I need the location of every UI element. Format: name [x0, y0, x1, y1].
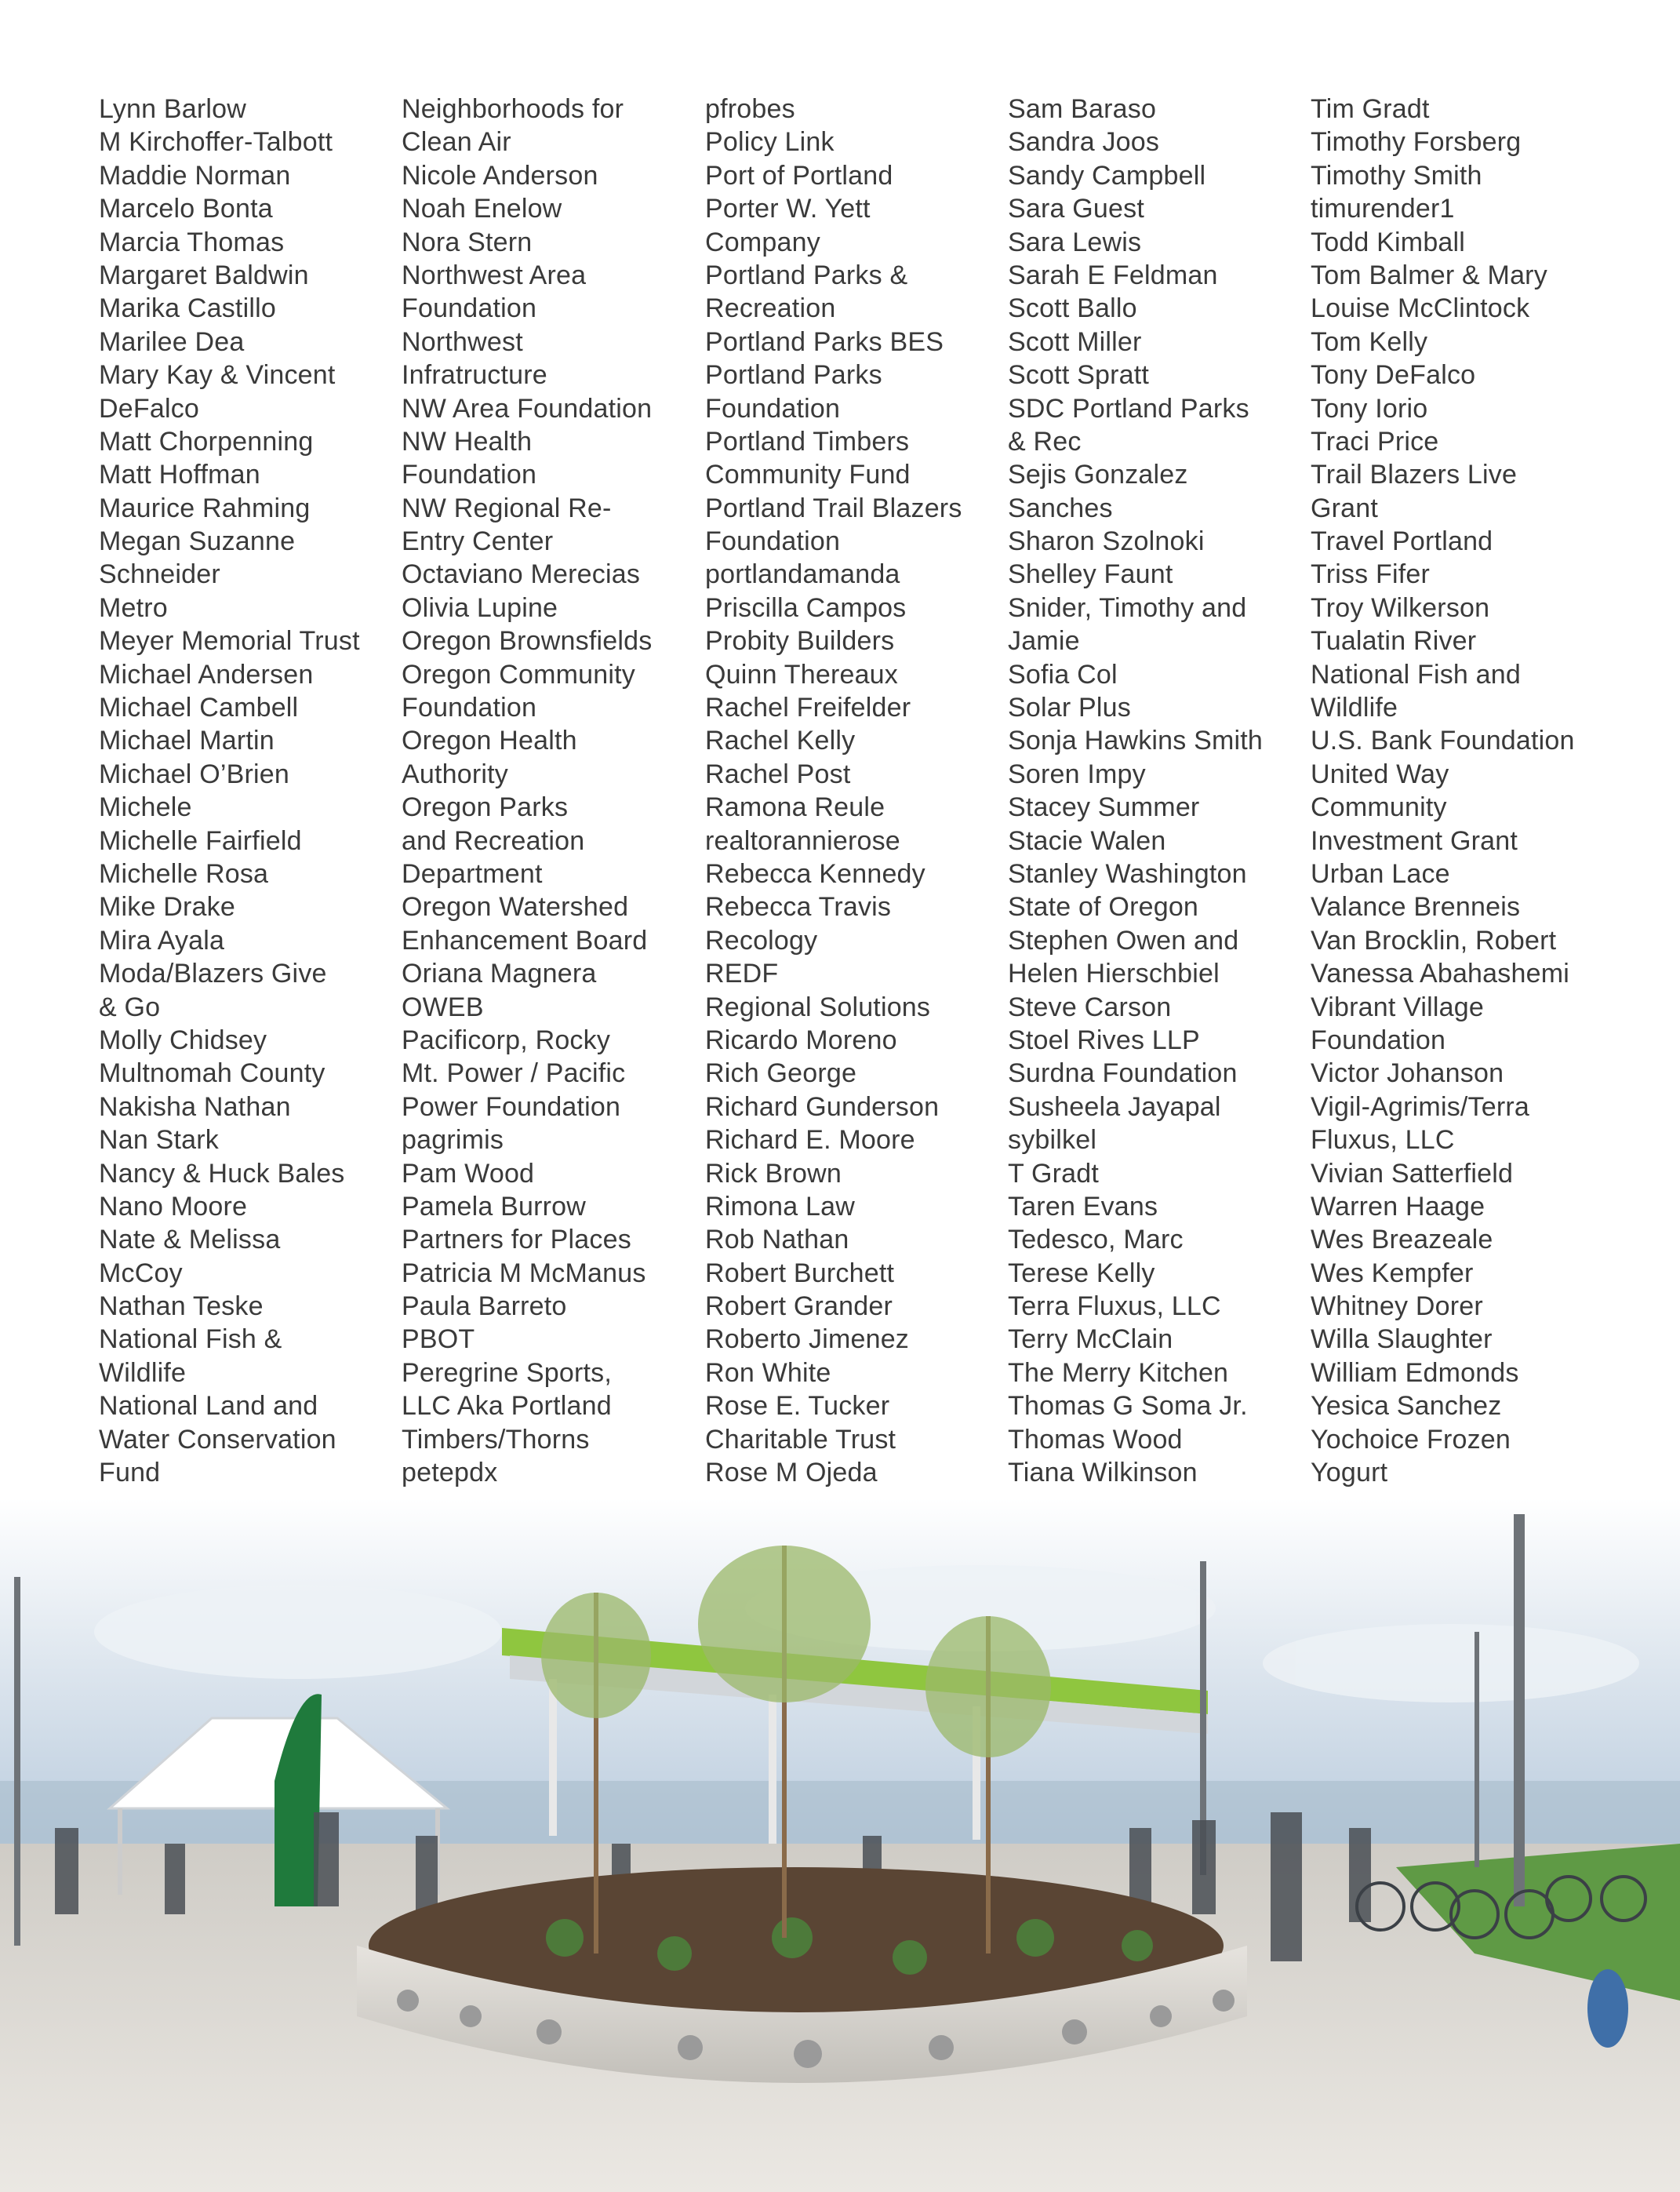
- donor-line: Warren Haage: [1311, 1191, 1485, 1222]
- donor-line: Rachel Kelly: [705, 726, 856, 756]
- donor-line: National Fish and: [1311, 659, 1521, 690]
- donor-line: Stacie Walen: [1008, 825, 1166, 856]
- donor-line: Sejis Gonzalez: [1008, 460, 1188, 490]
- donor-line: Pacificorp, Rocky: [402, 1025, 611, 1055]
- donor-line: Surdna Foundation: [1008, 1058, 1238, 1089]
- donor-line: Rimona Law: [705, 1191, 855, 1222]
- donor-line: Pam Wood: [402, 1158, 535, 1189]
- donor-line: Multnomah County: [99, 1058, 325, 1089]
- donor-line: Octaviano Merecias: [402, 559, 641, 590]
- donor-line: Community Fund: [705, 460, 911, 490]
- donor-line: Foundation: [1311, 1025, 1446, 1055]
- donor-line: LLC Aka Portland: [402, 1391, 612, 1422]
- donor-line: Scott Miller: [1008, 326, 1142, 357]
- donor-line: Porter W. Yett: [705, 194, 871, 224]
- donor-line: Triss Fifer: [1311, 559, 1431, 590]
- donor-line: Stephen Owen and: [1008, 925, 1239, 956]
- donor-line: Marcia Thomas: [99, 227, 285, 257]
- donor-line: Sandra Joos: [1008, 127, 1160, 158]
- donor-line: U.S. Bank Foundation: [1311, 726, 1575, 756]
- donor-line: Scott Spratt: [1008, 360, 1150, 391]
- donor-line: Rebecca Travis: [705, 892, 892, 923]
- donor-line: Entry Center: [402, 526, 554, 557]
- donor-line: Nora Stern: [402, 227, 533, 257]
- donor-line: Rachel Post: [705, 759, 851, 789]
- donor-line: Rose M Ojeda: [705, 1458, 878, 1488]
- donor-line: Louise McClintock: [1311, 293, 1530, 324]
- donor-line: Richard Gunderson: [705, 1091, 940, 1122]
- donor-line: PBOT: [402, 1324, 475, 1355]
- donor-line: Michele: [99, 792, 192, 823]
- donor-line: sybilkel: [1008, 1125, 1097, 1156]
- donor-line: Ricardo Moreno: [705, 1025, 897, 1055]
- donor-line: Yesica Sanchez: [1311, 1391, 1502, 1422]
- donor-column-1: [99, 93, 397, 1489]
- donor-line: OWEB: [402, 992, 484, 1022]
- donor-line: Marika Castillo: [99, 293, 276, 324]
- donor-line: Vanessa Abahashemi: [1311, 959, 1569, 989]
- donor-line: Quinn Thereaux: [705, 659, 898, 690]
- donor-line: Portland Parks &: [705, 260, 908, 290]
- donor-line: Mt. Power / Pacific: [402, 1058, 626, 1089]
- donor-line: Maddie Norman: [99, 160, 291, 191]
- donor-line: Priscilla Campos: [705, 592, 907, 623]
- donor-line: Foundation: [705, 393, 841, 424]
- donor-line: Tiana Wilkinson: [1008, 1458, 1198, 1488]
- donor-line: Oregon Watershed: [402, 892, 629, 923]
- donor-line: NW Health: [402, 426, 533, 457]
- donor-line: Peregrine Sports,: [402, 1357, 612, 1388]
- donor-line: Department: [402, 858, 543, 889]
- donor-line: Portland Timbers: [705, 426, 910, 457]
- donor-line: Rachel Freifelder: [705, 693, 911, 723]
- donor-line: Portland Parks: [705, 360, 882, 391]
- donor-line: Mary Kay & Vincent: [99, 360, 336, 391]
- donor-line: Moda/Blazers Give: [99, 959, 327, 989]
- donor-line: McCoy: [99, 1258, 183, 1288]
- donor-column-3: [705, 93, 1003, 1489]
- donor-line: Tony Iorio: [1311, 393, 1428, 424]
- donor-line: DeFalco: [99, 393, 200, 424]
- donor-line: Robert Burchett: [705, 1258, 895, 1288]
- donor-line: Foundation: [402, 460, 537, 490]
- donor-line: Yochoice Frozen: [1311, 1424, 1511, 1455]
- donor-line: Taren Evans: [1008, 1191, 1158, 1222]
- donor-line: Recology: [705, 925, 818, 956]
- donor-line: Rob Nathan: [705, 1225, 849, 1255]
- donor-line: Lynn Barlow: [99, 94, 247, 124]
- donor-line: Troy Wilkerson: [1311, 592, 1490, 623]
- donor-line: Grant: [1311, 493, 1379, 523]
- donor-line: M Kirchoffer-Talbott: [99, 127, 333, 158]
- donor-line: Solar Plus: [1008, 693, 1131, 723]
- donor-line: Sanches: [1008, 493, 1113, 523]
- donor-line: Regional Solutions: [705, 992, 931, 1022]
- donor-line: Valance Brenneis: [1311, 892, 1521, 923]
- donor-line: Roberto Jimenez: [705, 1324, 910, 1355]
- donor-line: T Gradt: [1008, 1158, 1100, 1189]
- donor-line: Rose E. Tucker: [705, 1391, 890, 1422]
- donor-line: Tom Kelly: [1311, 326, 1428, 357]
- donor-line: Snider, Timothy and: [1008, 592, 1247, 623]
- donor-line: Wes Kempfer: [1311, 1258, 1474, 1288]
- donor-column-2: [402, 93, 700, 1489]
- donor-line: Victor Johanson: [1311, 1058, 1504, 1089]
- donor-line: Charitable Trust: [705, 1424, 896, 1455]
- donor-line: National Fish &: [99, 1324, 282, 1355]
- donor-line: & Rec: [1008, 426, 1082, 457]
- donor-line: Ramona Reule: [705, 792, 885, 823]
- donor-line: Thomas G Soma Jr.: [1008, 1391, 1248, 1422]
- donor-line: Timbers/Thorns: [402, 1424, 590, 1455]
- donor-line: Terry McClain: [1008, 1324, 1173, 1355]
- donor-line: Traci Price: [1311, 426, 1439, 457]
- donor-line: NW Area Foundation: [402, 393, 653, 424]
- donor-line: Michelle Rosa: [99, 858, 269, 889]
- donor-line: Neighborhoods for: [402, 94, 624, 124]
- donor-line: Tim Gradt: [1311, 94, 1430, 124]
- donor-line: Clean Air: [402, 127, 511, 158]
- donor-line: Vigil-Agrimis/Terra: [1311, 1091, 1530, 1122]
- donor-line: Probity Builders: [705, 626, 895, 657]
- donor-line: Foundation: [705, 526, 841, 557]
- donor-line: Susheela Jayapal: [1008, 1091, 1221, 1122]
- donor-line: Michael Martin: [99, 726, 275, 756]
- donor-line: Sandy Campbell: [1008, 160, 1206, 191]
- donor-line: Todd Kimball: [1311, 227, 1466, 257]
- donor-line: William Edmonds: [1311, 1357, 1519, 1388]
- donor-line: Paula Barreto: [402, 1291, 567, 1322]
- donor-line: Authority: [402, 759, 508, 789]
- donor-line: portlandamanda: [705, 559, 900, 590]
- donor-line: Maurice Rahming: [99, 493, 311, 523]
- donor-line: Michael O’Brien: [99, 759, 289, 789]
- donor-line: Water Conservation: [99, 1424, 336, 1455]
- donor-line: Nathan Teske: [99, 1291, 264, 1322]
- donor-line: Robert Grander: [705, 1291, 893, 1322]
- donor-line: Metro: [99, 592, 168, 623]
- donor-line: Port of Portland: [705, 160, 893, 191]
- donor-line: United Way: [1311, 759, 1449, 789]
- donor-line: Steve Carson: [1008, 992, 1172, 1022]
- donor-line: Sonja Hawkins Smith: [1008, 726, 1264, 756]
- donor-line: Recreation: [705, 293, 836, 324]
- donor-line: Scott Ballo: [1008, 293, 1137, 324]
- donor-column-4: [1008, 93, 1306, 1489]
- donor-line: Tony DeFalco: [1311, 360, 1476, 391]
- donor-line: Nano Moore: [99, 1191, 248, 1222]
- donor-line: Stacey Summer: [1008, 792, 1200, 823]
- donor-line: pfrobes: [705, 94, 795, 124]
- donor-line: Whitney Dorer: [1311, 1291, 1483, 1322]
- donor-line: Wildlife: [1311, 693, 1398, 723]
- donor-line: Trail Blazers Live: [1311, 460, 1518, 490]
- donor-line: SDC Portland Parks: [1008, 393, 1249, 424]
- donor-line: Michelle Fairfield: [99, 825, 302, 856]
- donor-line: Sara Lewis: [1008, 227, 1142, 257]
- donor-line: Tedesco, Marc: [1008, 1225, 1184, 1255]
- donor-line: Helen Hierschbiel: [1008, 959, 1220, 989]
- donor-line: Nakisha Nathan: [99, 1091, 291, 1122]
- donor-line: Foundation: [402, 693, 537, 723]
- donor-line: Urban Lace: [1311, 858, 1450, 889]
- donor-line: Timothy Forsberg: [1311, 127, 1522, 158]
- donor-line: Fluxus, LLC: [1311, 1125, 1455, 1156]
- donor-line: and Recreation: [402, 825, 585, 856]
- donor-line: State of Oregon: [1008, 892, 1199, 923]
- donor-line: Margaret Baldwin: [99, 260, 309, 290]
- donor-line: Oriana Magnera: [402, 959, 597, 989]
- donor-line: Thomas Wood: [1008, 1424, 1183, 1455]
- donor-line: Oregon Health: [402, 726, 577, 756]
- donor-line: Northwest: [402, 326, 523, 357]
- donor-line: Vibrant Village: [1311, 992, 1485, 1022]
- donor-line: Portland Trail Blazers: [705, 493, 962, 523]
- donor-line: Rebecca Kennedy: [705, 858, 925, 889]
- donor-line: Nate & Melissa: [99, 1225, 281, 1255]
- donor-line: Van Brocklin, Robert: [1311, 925, 1557, 956]
- donor-line: Nan Stark: [99, 1125, 219, 1156]
- donor-line: Olivia Lupine: [402, 592, 558, 623]
- donor-line: Noah Enelow: [402, 194, 562, 224]
- donor-line: Pamela Burrow: [402, 1191, 587, 1222]
- donor-line: Soren Impy: [1008, 759, 1146, 789]
- donor-line: Wes Breazeale: [1311, 1225, 1493, 1255]
- donor-line: Tualatin River: [1311, 626, 1477, 657]
- donor-line: Power Foundation: [402, 1091, 621, 1122]
- donor-line: Nancy & Huck Bales: [99, 1158, 345, 1189]
- donor-line: REDF: [705, 959, 779, 989]
- donor-line: Timothy Smith: [1311, 160, 1482, 191]
- donor-line: realtorannierose: [705, 825, 900, 856]
- donor-line: Sofia Col: [1008, 659, 1118, 690]
- donor-line: Matt Chorpenning: [99, 426, 314, 457]
- donor-line: Infratructure: [402, 360, 547, 391]
- donor-line: Ron White: [705, 1357, 831, 1388]
- donor-line: Megan Suzanne: [99, 526, 296, 557]
- donor-line: Jamie: [1008, 626, 1080, 657]
- donor-line: Portland Parks BES: [705, 326, 944, 357]
- donor-line: Terra Fluxus, LLC: [1008, 1291, 1221, 1322]
- child-running: [1587, 1969, 1628, 2048]
- donor-line: Sam Baraso: [1008, 94, 1157, 124]
- donor-line: NW Regional Re-: [402, 493, 612, 523]
- donor-line: Community: [1311, 792, 1447, 823]
- donor-line: Nicole Anderson: [402, 160, 598, 191]
- donor-line: Wildlife: [99, 1357, 187, 1388]
- donor-line: Patricia M McManus: [402, 1258, 646, 1288]
- donor-list: [0, 93, 1680, 1491]
- donor-line: timurender1: [1311, 194, 1455, 224]
- donor-line: Richard E. Moore: [705, 1125, 915, 1156]
- donor-line: Oregon Community: [402, 659, 635, 690]
- donor-line: Shelley Faunt: [1008, 559, 1173, 590]
- donor-line: Rich George: [705, 1058, 857, 1089]
- donor-line: Meyer Memorial Trust: [99, 626, 360, 657]
- donor-line: Molly Chidsey: [99, 1025, 267, 1055]
- donor-line: Investment Grant: [1311, 825, 1518, 856]
- donor-line: Oregon Brownsfields: [402, 626, 653, 657]
- donor-line: Marcelo Bonta: [99, 194, 273, 224]
- donor-line: National Land and: [99, 1391, 318, 1422]
- donor-line: & Go: [99, 992, 161, 1022]
- donor-line: Sara Guest: [1008, 194, 1144, 224]
- donor-line: Oregon Parks: [402, 792, 569, 823]
- donor-line: Mike Drake: [99, 892, 235, 923]
- donor-line: Willa Slaughter: [1311, 1324, 1493, 1355]
- donor-line: Sarah E Feldman: [1008, 260, 1218, 290]
- donor-line: The Merry Kitchen: [1008, 1357, 1229, 1388]
- donor-line: Enhancement Board: [402, 925, 648, 956]
- donor-line: Partners for Places: [402, 1225, 631, 1255]
- donor-line: Company: [705, 227, 820, 257]
- donor-line: Vivian Satterfield: [1311, 1158, 1514, 1189]
- donor-line: Travel Portland: [1311, 526, 1493, 557]
- donor-line: Michael Cambell: [99, 693, 299, 723]
- donor-column-5: [1311, 93, 1609, 1489]
- donor-line: Policy Link: [705, 127, 835, 158]
- donor-line: Stanley Washington: [1008, 858, 1247, 889]
- donor-line: pagrimis: [402, 1125, 504, 1156]
- donor-line: Mira Ayala: [99, 925, 225, 956]
- donor-line: Northwest Area: [402, 260, 587, 290]
- donor-line: Schneider: [99, 559, 220, 590]
- donor-line: Tom Balmer & Mary: [1311, 260, 1547, 290]
- donor-line: Yogurt: [1311, 1458, 1388, 1488]
- donor-line: Stoel Rives LLP: [1008, 1025, 1200, 1055]
- donor-line: Michael Andersen: [99, 659, 314, 690]
- park-event-photo: [0, 1498, 1680, 2192]
- donor-line: petepdx: [402, 1458, 498, 1488]
- donor-line: Marilee Dea: [99, 326, 245, 357]
- donor-line: Terese Kelly: [1008, 1258, 1155, 1288]
- donor-line: Fund: [99, 1458, 161, 1488]
- donor-line: Sharon Szolnoki: [1008, 526, 1205, 557]
- donor-line: Rick Brown: [705, 1158, 842, 1189]
- donor-line: Matt Hoffman: [99, 460, 260, 490]
- donor-line: Foundation: [402, 293, 537, 324]
